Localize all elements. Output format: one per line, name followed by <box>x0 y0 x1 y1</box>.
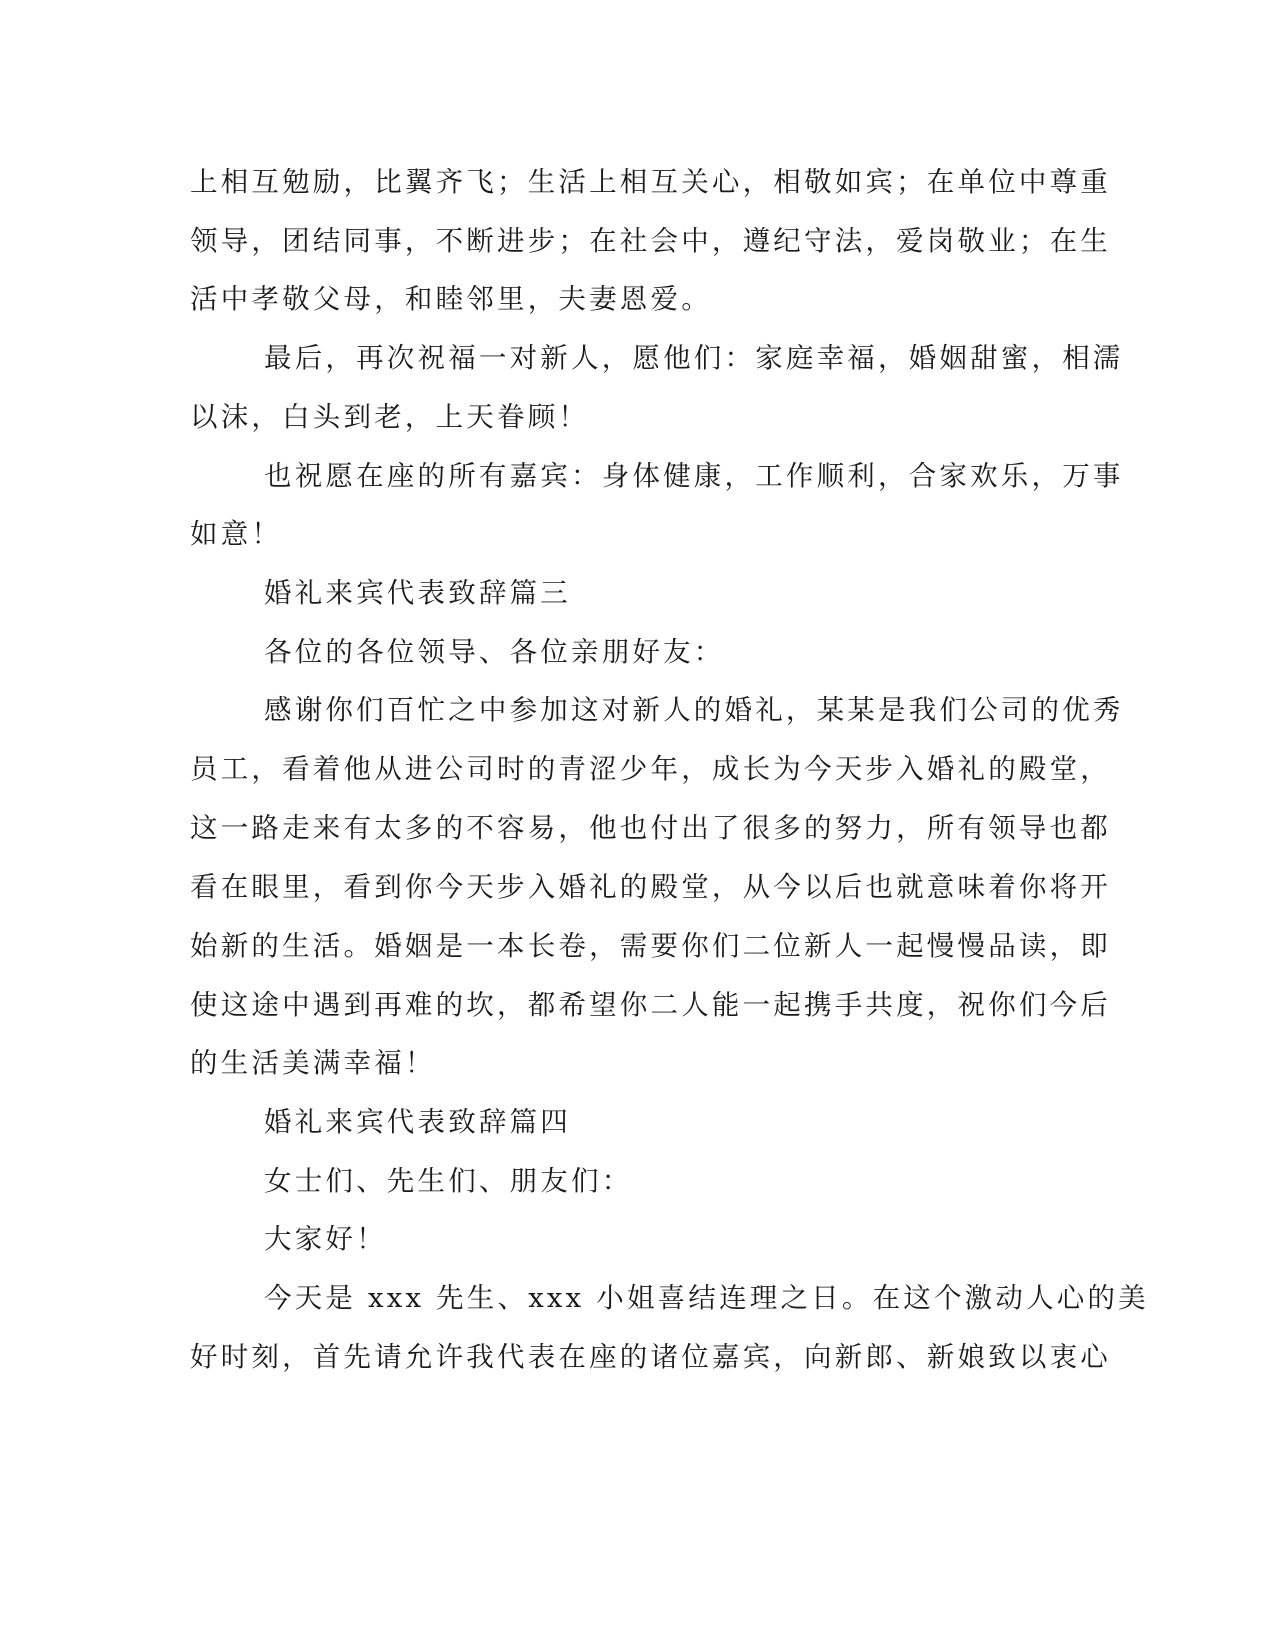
salutation-line: 各位的各位领导、各位亲朋好友： <box>264 636 725 668</box>
paragraph-line: 也祝愿在座的所有嘉宾：身体健康，工作顺利，合家欢乐，万事 <box>264 460 1124 492</box>
text-line: 员工，看着他从进公司时的青涩少年，成长为今天步入婚礼的殿堂， <box>190 753 1111 785</box>
salutation-line: 女士们、先生们、朋友们： <box>264 1165 633 1197</box>
paragraph-line: 最后，再次祝福一对新人，愿他们：家庭幸福，婚姻甜蜜，相濡 <box>264 342 1124 374</box>
section-heading: 婚礼来宾代表致辞篇四 <box>264 1106 571 1138</box>
text-line: 领导，团结同事，不断进步；在社会中，遵纪守法，爱岗敬业；在生 <box>190 225 1111 257</box>
paragraph-line: 今天是 xxx 先生、xxx 小姐喜结连理之日。在这个激动人心的美 <box>264 1282 1149 1314</box>
text-line: 如意！ <box>190 518 283 550</box>
text-line: 的生活美满幸福！ <box>190 1047 436 1079</box>
text-line: 好时刻，首先请允许我代表在座的诸位嘉宾，向新郎、新娘致以衷心 <box>190 1341 1111 1373</box>
greeting-line: 大家好！ <box>264 1223 387 1255</box>
text-line: 以沫，白头到老，上天眷顾！ <box>190 401 590 433</box>
text-line: 始新的生活。婚姻是一本长卷，需要你们二位新人一起慢慢品读，即 <box>190 930 1111 962</box>
paragraph-line: 感谢你们百忙之中参加这对新人的婚礼，某某是我们公司的优秀 <box>264 694 1124 726</box>
section-heading: 婚礼来宾代表致辞篇三 <box>264 577 571 609</box>
text-line: 这一路走来有太多的不容易，他也付出了很多的努力，所有领导也都 <box>190 812 1111 844</box>
text-line: 看在眼里，看到你今天步入婚礼的殿堂，从今以后也就意味着你将开 <box>190 871 1111 903</box>
text-line: 活中孝敬父母，和睦邻里，夫妻恩爱。 <box>190 283 712 315</box>
text-line: 使这途中遇到再难的坎，都希望你二人能一起携手共度，祝你们今后 <box>190 989 1111 1021</box>
text-line: 上相互勉励，比翼齐飞；生活上相互关心，相敬如宾；在单位中尊重 <box>190 166 1111 198</box>
